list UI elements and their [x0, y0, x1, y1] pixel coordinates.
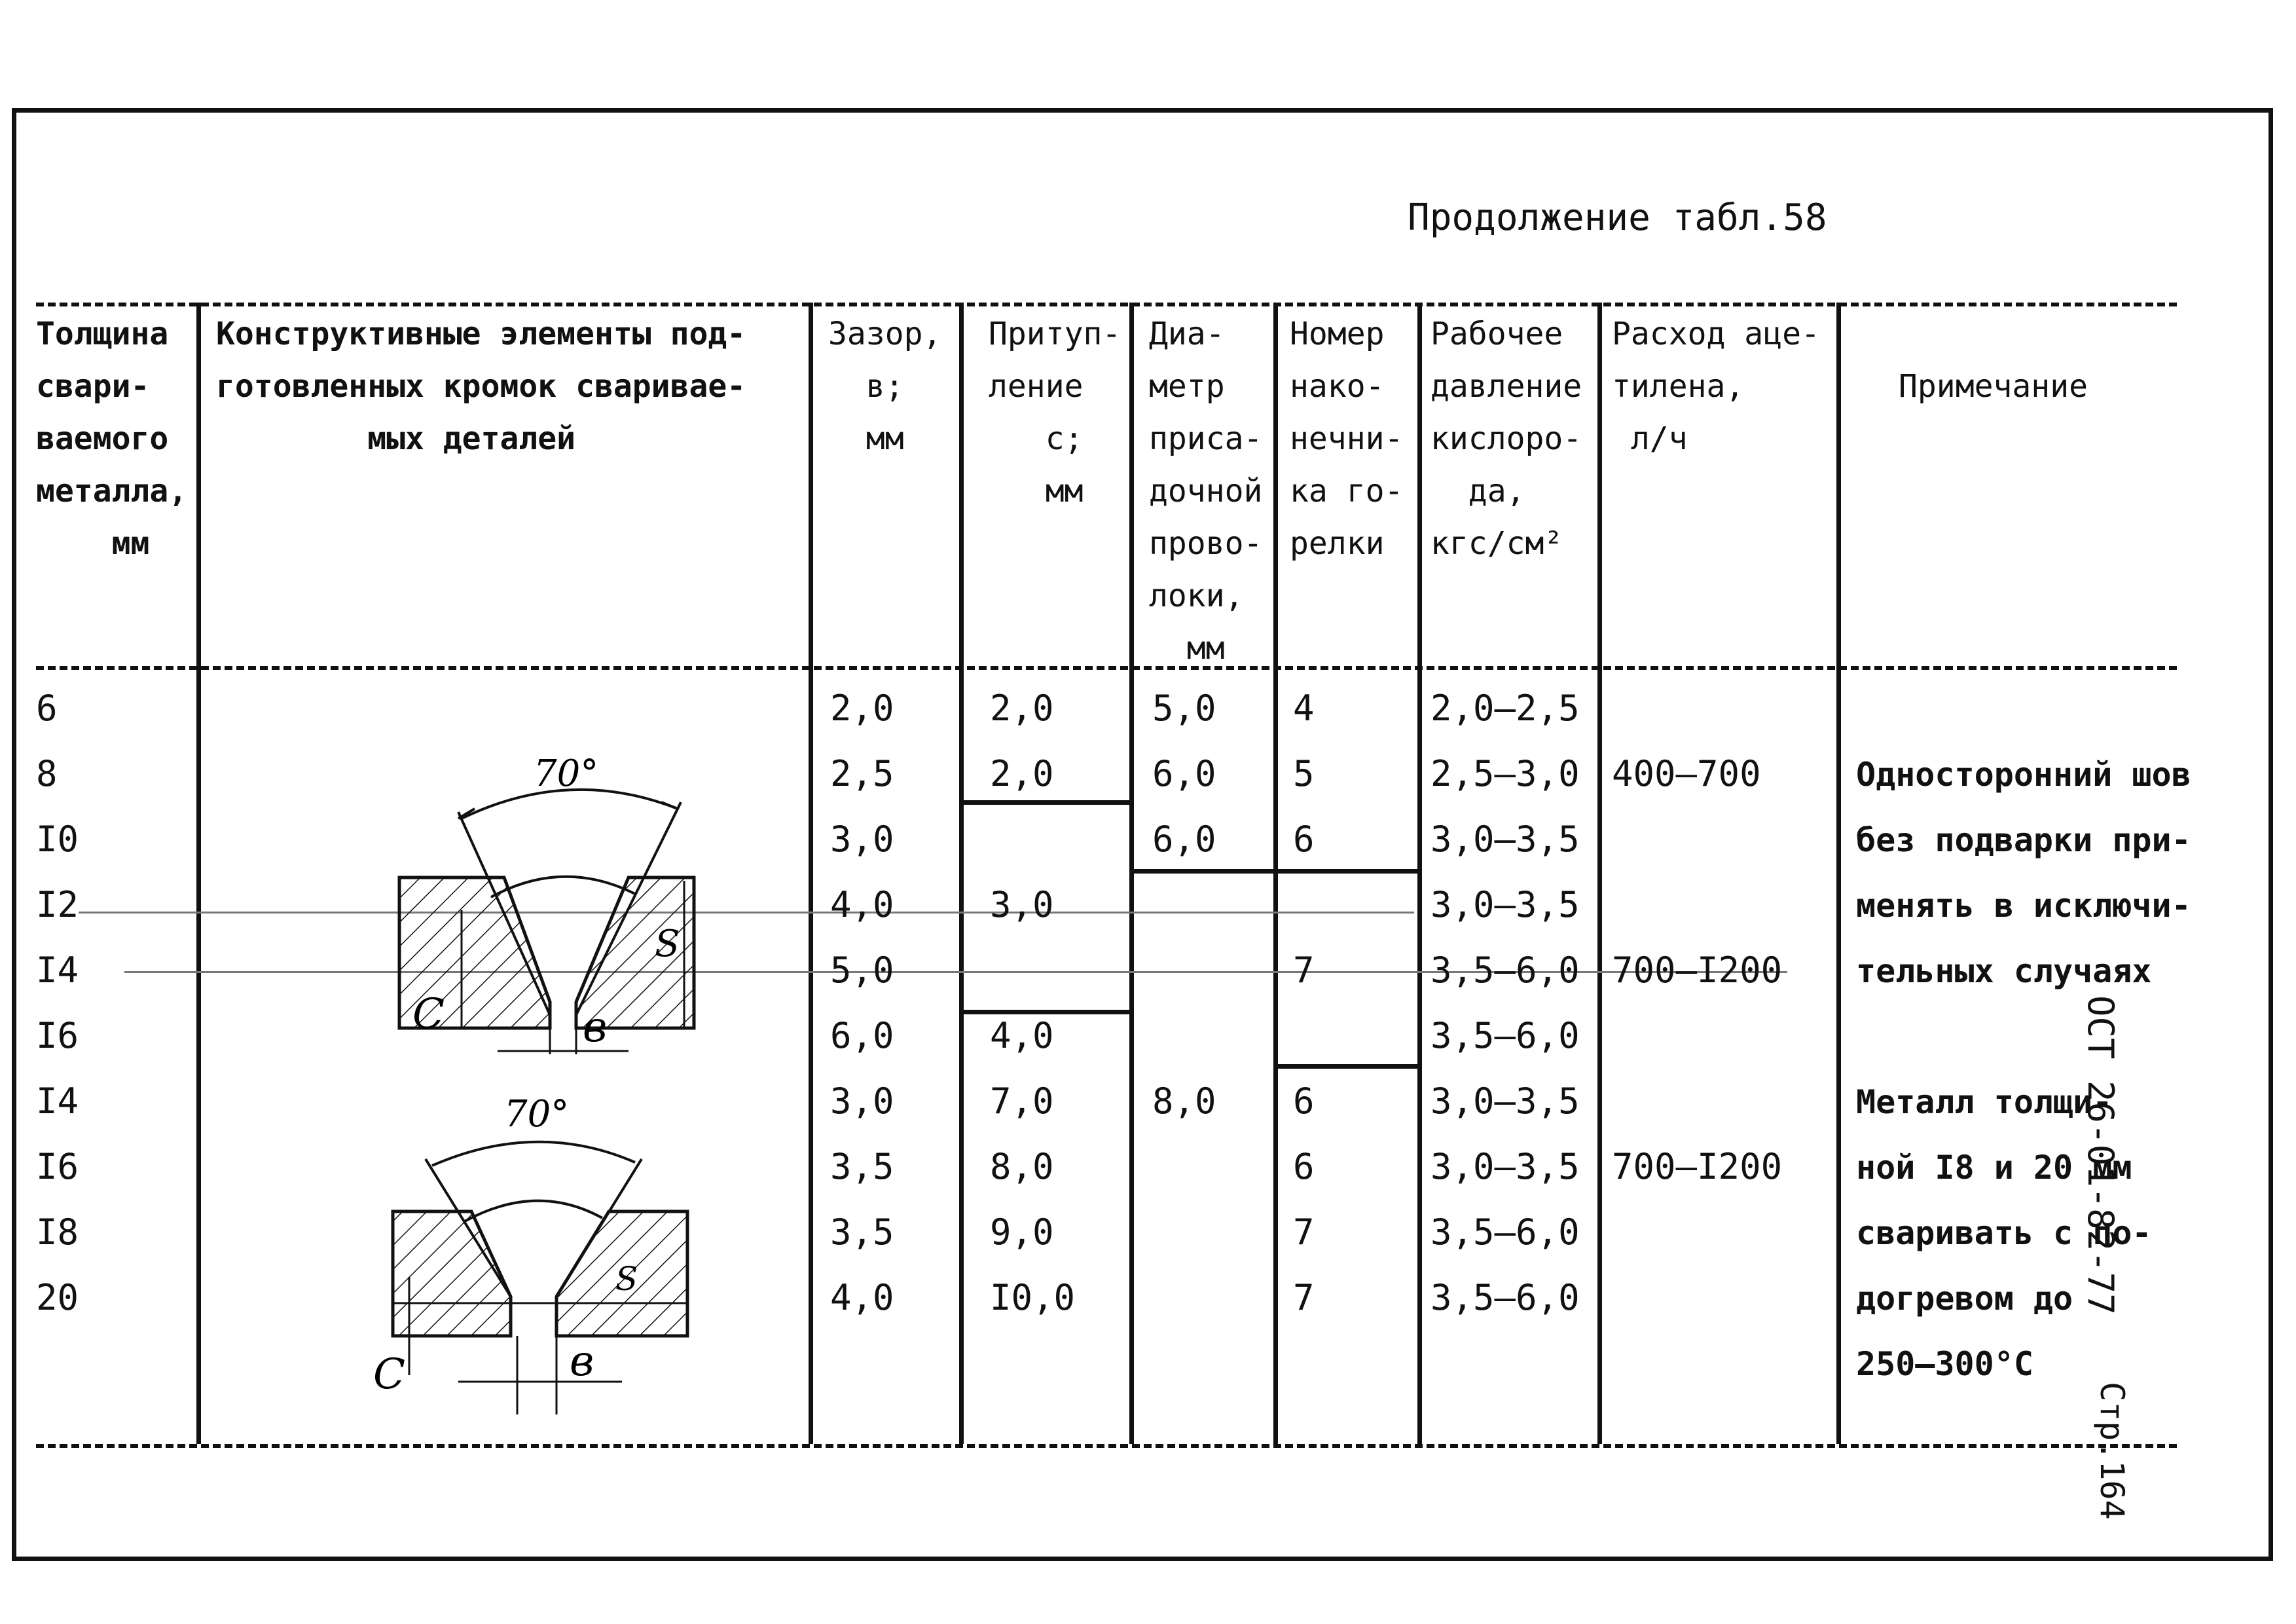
header-pressure: Рабочее давление кислоро- да, кгс/см²	[1430, 316, 1582, 562]
cell-gap: 3,5	[830, 1211, 894, 1253]
cell-pressure: 3,0–3,5	[1430, 1080, 1580, 1122]
cell-wire: 6,0	[1152, 753, 1216, 794]
cell-pressure: 3,5–6,0	[1430, 950, 1580, 991]
cell-gap: 4,0	[830, 884, 894, 925]
cell-blunt: 9,0	[990, 1211, 1054, 1253]
acetylene-value-1: 400–700	[1612, 753, 1761, 794]
cell-gap: 2,5	[830, 753, 894, 794]
page-number: Стр.164	[2093, 1382, 2131, 1520]
cell-blunt: 3,0	[990, 884, 1054, 925]
col-divider-6	[1417, 303, 1422, 1444]
cell-tip: 5	[1293, 753, 1315, 794]
header-thickness: Толщина свари- ваемого металла, мм	[36, 316, 188, 562]
header-acetylene: Расход аце- тилена, л/ч	[1612, 316, 1820, 457]
cell-gap: 4,0	[830, 1277, 894, 1318]
cell-thickness: I2	[36, 884, 79, 925]
cell-blunt: 4,0	[990, 1015, 1054, 1056]
blunt-label-c-2: C	[373, 1350, 405, 1399]
cell-blunt: 8,0	[990, 1146, 1054, 1187]
blunt-group-line-2	[959, 1010, 1129, 1014]
cell-gap: 3,5	[830, 1146, 894, 1187]
tip-group-line	[1273, 1064, 1417, 1069]
cell-pressure: 2,5–3,0	[1430, 753, 1580, 794]
joint-sketch-v-groove	[340, 740, 746, 1080]
angle-label-1: 70°	[534, 752, 599, 795]
header-wire: Диа- метр приса- дочной прово- локи, мм	[1149, 316, 1263, 667]
col-divider-2	[809, 303, 813, 1444]
standard-reference: ОСТ 26-01-82-77	[2080, 995, 2121, 1315]
cell-blunt: 7,0	[990, 1080, 1054, 1122]
cell-pressure: 3,5–6,0	[1430, 1015, 1580, 1056]
cell-pressure: 2,0–2,5	[1430, 688, 1580, 729]
col-divider-3	[959, 303, 964, 1444]
gap-label-b: в	[583, 1003, 608, 1052]
cell-pressure: 3,5–6,0	[1430, 1277, 1580, 1318]
cell-gap: 2,0	[830, 688, 894, 729]
cell-gap: 5,0	[830, 950, 894, 991]
wire-group-line	[1129, 869, 1417, 874]
cell-gap: 3,0	[830, 819, 894, 860]
cell-blunt: 2,0	[990, 753, 1054, 794]
blunt-label-c: C	[412, 990, 445, 1039]
cell-tip: 7	[1293, 950, 1315, 991]
cell-pressure: 3,0–3,5	[1430, 884, 1580, 925]
acetylene-value-3: 700–I200	[1612, 1146, 1783, 1187]
header-blunt: Притуп- ление c; мм	[989, 316, 1121, 509]
note-one-sided-weld: Односторонний шов без подварки при- менять в исключи- тельных случаях	[1856, 756, 2191, 990]
cell-tip: 6	[1293, 1146, 1315, 1187]
cell-thickness: I8	[36, 1211, 79, 1253]
angle-label-2: 70°	[504, 1093, 570, 1135]
table-top-rule	[36, 303, 2177, 306]
cell-tip: 7	[1293, 1277, 1315, 1318]
gap-label-b-2: в	[570, 1337, 594, 1386]
table-bottom-rule	[36, 1444, 2177, 1448]
acetylene-value-2: 700–I200	[1612, 950, 1783, 991]
header-bottom-rule	[36, 666, 2177, 670]
cell-tip: 6	[1293, 819, 1315, 860]
thickness-label-s: S	[655, 923, 680, 965]
header-elements: Конструктивные элементы под- готовленных кромок сваривае- мых деталей	[216, 316, 746, 457]
cell-pressure: 3,5–6,0	[1430, 1211, 1580, 1253]
cell-wire: 5,0	[1152, 688, 1216, 729]
cell-wire: 8,0	[1152, 1080, 1216, 1122]
cell-thickness: I6	[36, 1015, 79, 1056]
cell-blunt: I0,0	[990, 1277, 1076, 1318]
cell-gap: 3,0	[830, 1080, 894, 1122]
cell-blunt: 2,0	[990, 688, 1054, 729]
stray-line-1	[79, 912, 1414, 913]
cell-thickness: I6	[36, 1146, 79, 1187]
cell-pressure: 3,0–3,5	[1430, 819, 1580, 860]
header-note: Примечание	[1899, 368, 2088, 405]
col-divider-8	[1836, 303, 1841, 1444]
cell-wire: 6,0	[1152, 819, 1216, 860]
cell-tip: 6	[1293, 1080, 1315, 1122]
cell-thickness: I4	[36, 1080, 79, 1122]
cell-thickness: 20	[36, 1277, 79, 1318]
cell-thickness: 6	[36, 688, 58, 729]
note-preheat: Металл толщи- ной I8 и 20 мм сваривать с по- догревом до 250–300°C	[1856, 1083, 2152, 1383]
cell-tip: 4	[1293, 688, 1315, 729]
cell-thickness: I4	[36, 950, 79, 991]
cell-thickness: 8	[36, 753, 58, 794]
header-tip: Номер нако- нечни- ка го- релки	[1290, 316, 1404, 562]
table-caption: Продолжение табл.58	[1408, 196, 1827, 239]
header-gap: Зазор, в; мм	[828, 316, 942, 457]
cell-thickness: I0	[36, 819, 79, 860]
cell-gap: 6,0	[830, 1015, 894, 1056]
thickness-label-s-2: S	[615, 1260, 638, 1298]
joint-sketch-v-groove-backing	[340, 1080, 746, 1421]
col-divider-1	[196, 303, 201, 1444]
blunt-group-line-1	[959, 800, 1129, 805]
cell-tip: 7	[1293, 1211, 1315, 1253]
cell-pressure: 3,0–3,5	[1430, 1146, 1580, 1187]
col-divider-7	[1597, 303, 1602, 1444]
